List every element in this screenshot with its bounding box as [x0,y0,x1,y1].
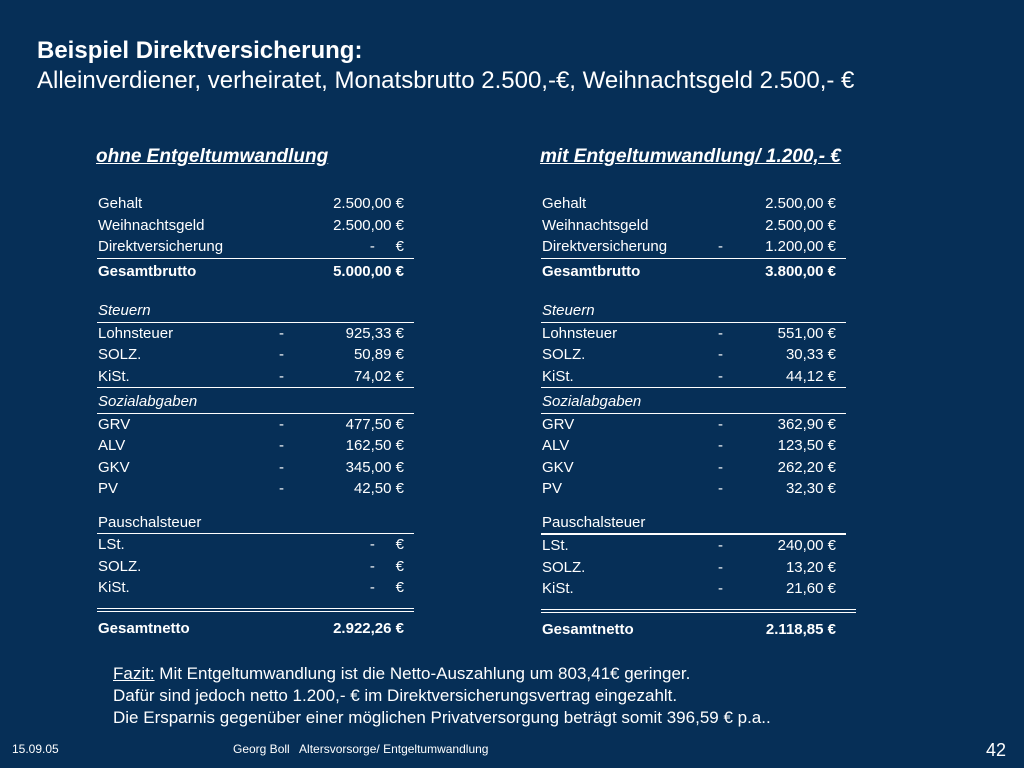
row-minus: - [279,324,284,342]
table-row-pausch-kist [97,577,414,599]
row-value: 345,00 € [345,458,404,476]
row-value: 30,33 € [785,346,836,363]
row-value: 2.922,26 € [333,619,404,637]
row-value: 123,50 € [777,437,836,454]
row-minus: - [718,415,723,433]
row-value: 1.200,00 € [765,238,836,255]
row-label: Lohnsteuer [98,324,174,342]
row-value: - € [369,238,404,255]
row-label: GRV [542,415,575,433]
row-label: SOLZ. [542,346,586,363]
double-rule [541,609,856,613]
row-label: Direktversicherung [542,238,668,255]
slide-title [37,36,997,96]
section-header-steuern [97,300,414,323]
table-row-pv [541,478,846,500]
table-row-gesamtnetto [97,618,414,640]
row-label: ALV [98,437,126,454]
footer-date: 15.09.05 [12,742,59,756]
row-minus: - [279,480,284,497]
row-label: Gesamtbrutto [98,262,197,280]
row-label: SOLZ. [542,558,586,576]
section-header-pauschalsteuer [97,512,414,535]
section-label: Steuern [542,302,595,319]
row-minus: - [718,324,723,342]
row-minus: - [279,415,284,433]
table-row-pv [97,478,414,500]
row-value: 13,20 € [785,558,836,576]
table-row-weihnachtsgeld [97,215,414,237]
table-row-gehalt [97,193,414,215]
row-label: KiSt. [98,579,130,596]
table-row-gehalt [541,193,846,215]
row-value: 5.000,00 € [333,262,404,280]
conclusion-label: Fazit: [113,664,155,683]
table-row-pausch-solz [97,556,414,578]
section-label: Pauschalsteuer [98,513,202,531]
row-label: KiSt. [542,580,574,597]
row-value: 44,12 € [785,367,836,385]
table-row-solz [541,344,846,366]
row-label: PV [98,480,119,497]
row-label: Lohnsteuer [542,324,618,342]
row-value: 2.500,00 € [333,216,404,234]
row-value: 925,33 € [345,324,404,342]
row-label: Gehalt [98,195,143,212]
row-value: 477,50 € [345,415,404,433]
section-header-steuern [541,300,846,323]
row-label: GKV [98,458,130,476]
row-value: 2.500,00 € [765,216,836,234]
conclusion-line-3: Die Ersparnis gegenüber einer möglichen Privatversorgung beträgt somit 396,59 € p.a.. [113,708,771,727]
title-main: Beispiel Direktversicherung: [37,37,363,64]
row-minus: - [718,480,723,497]
row-label: KiSt. [542,367,574,385]
row-value: 74,02 € [353,367,404,385]
right-column-heading: mit Entgeltumwandlung/ 1.200,- € [540,146,841,167]
row-minus: - [279,346,284,363]
row-label: Weihnachtsgeld [98,216,205,234]
footer-author: Georg Boll Altersvorsorge/ Entgeltumwandlung [233,742,489,756]
table-row-lohnsteuer [97,323,414,345]
row-label: SOLZ. [98,557,142,575]
row-label: KiSt. [98,367,130,385]
row-label: SOLZ. [98,346,142,363]
row-label: Direktversicherung [98,238,224,255]
row-minus: - [279,367,284,385]
section-header-pauschalsteuer [541,512,846,536]
row-minus: - [718,346,723,363]
row-value: 262,20 € [777,458,836,476]
row-value: 2.118,85 € [765,620,836,638]
table-row-gkv [97,457,414,479]
table-row-gesamtbrutto [541,261,846,283]
section-header-sozialabgaben [97,391,414,414]
row-value: 162,50 € [345,437,404,454]
row-minus: - [718,558,723,576]
section-header-sozialabgaben [541,391,846,414]
row-label: Gesamtbrutto [542,262,641,280]
row-value: 2.500,00 € [765,195,836,212]
row-minus: - [718,458,723,476]
section-label: Sozialabgaben [542,393,642,410]
left-column-heading: ohne Entgeltumwandlung [96,146,329,167]
row-label: Gesamtnetto [98,619,190,637]
table-row-direktversicherung [541,236,846,259]
row-value: 551,00 € [777,324,836,342]
table-row-kist [97,366,414,389]
row-label: LSt. [542,537,569,554]
table-row-pausch-solz [541,557,846,579]
row-label: GRV [98,415,131,433]
row-label: GKV [542,458,574,476]
table-row-alv [541,435,846,457]
conclusion-line-1-text: Mit Entgeltumwandlung ist die Netto-Auszahlung um 803,41€ geringer. [154,664,691,683]
section-label: Steuern [98,302,151,319]
table-row-pausch-lst [97,534,414,556]
row-minus: - [718,537,723,554]
table-mit-entgeltumwandlung [541,193,846,640]
section-label: Pauschalsteuer [542,513,646,531]
row-minus: - [718,437,723,454]
table-row-alv [97,435,414,457]
double-rule [97,608,414,612]
page-number: 42 [986,740,1007,760]
title-subtitle: Alleinverdiener, verheiratet, Monatsbrutto 2.500,-€, Weihnachtsgeld 2.500,- € [37,67,855,94]
section-label: Sozialabgaben [98,393,198,410]
row-label: PV [542,480,563,497]
row-value: 21,60 € [785,580,836,597]
row-minus: - [718,580,723,597]
row-value: 3.800,00 € [765,262,836,280]
table-row-solz [97,344,414,366]
table-row-pausch-lst [541,535,846,557]
row-value: 362,90 € [777,415,836,433]
row-minus: - [718,238,723,255]
row-value: 2.500,00 € [333,195,404,212]
table-row-direktversicherung [97,236,414,259]
table-row-lohnsteuer [541,323,846,345]
row-label: Gesamtnetto [542,620,634,638]
conclusion-line-2: Dafür sind jedoch netto 1.200,- € im Direktversicherungsvertrag eingezahlt. [113,686,678,705]
row-value: 50,89 € [353,346,404,363]
conclusion-line-1 [113,663,771,685]
row-value: 32,30 € [785,480,836,497]
table-row-pausch-kist [541,578,846,600]
row-label: ALV [542,437,570,454]
row-value: - € [369,579,404,596]
table-row-gkv [541,457,846,479]
row-value: - € [369,536,404,553]
row-label: Weihnachtsgeld [542,216,649,234]
row-minus: - [279,458,284,476]
row-minus: - [279,437,284,454]
table-row-weihnachtsgeld [541,215,846,237]
conclusion-text [113,663,771,729]
row-label: Gehalt [542,195,587,212]
table-row-gesamtnetto [541,619,846,641]
row-value: 240,00 € [777,537,836,554]
table-row-gesamtbrutto [97,261,414,283]
table-row-grv [541,414,846,436]
row-value: - € [369,557,404,575]
table-row-grv [97,414,414,436]
row-minus: - [718,367,723,385]
row-label: LSt. [98,536,125,553]
row-value: 42,50 € [353,480,404,497]
table-ohne-entgeltumwandlung [97,193,414,639]
table-row-kist [541,366,846,389]
